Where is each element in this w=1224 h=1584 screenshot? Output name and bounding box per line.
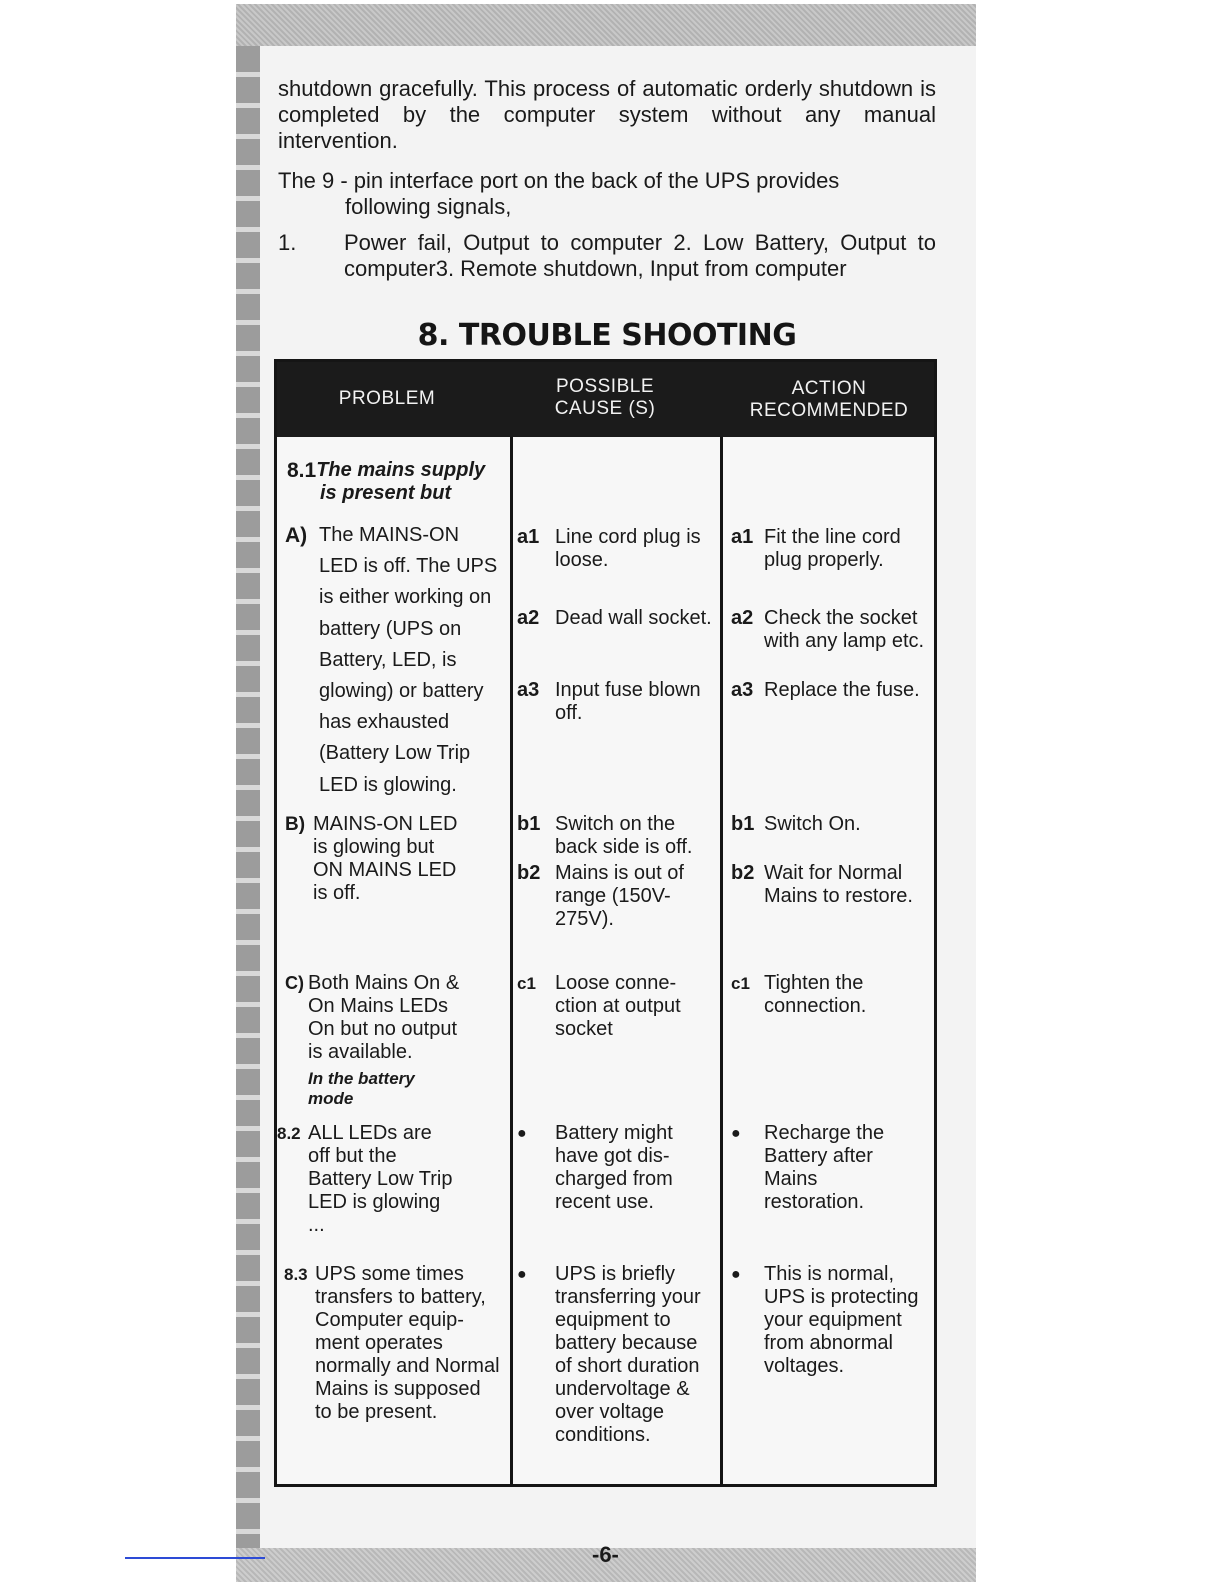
cause-8-2 xyxy=(517,1122,717,1214)
column-divider-2 xyxy=(720,437,723,1484)
problem-c-label: C) xyxy=(285,973,304,993)
problem-8-2 xyxy=(277,1122,507,1237)
list-text: Power fail, Output to computer 2. Low Battery, Output to computer3. Remote shutdown, Input from computer xyxy=(344,230,936,281)
problem-c xyxy=(285,972,505,1109)
action-8-2 xyxy=(731,1122,931,1214)
cause-c1 xyxy=(517,972,717,1041)
cause-b1 xyxy=(517,813,717,859)
action-a2-text: Check the socket with any lamp etc. xyxy=(764,607,925,652)
bullet-icon: ● xyxy=(517,1125,527,1142)
action-a1-text: Fit the line cord plug properly. xyxy=(764,526,901,571)
cause-b1-text: Switch on the back side is off. xyxy=(555,813,693,858)
header-action-line-2: RECOMMENDED xyxy=(749,400,909,421)
intro-paragraph-2-line-1: The 9 - pin interface port on the back of the UPS provides xyxy=(278,168,840,193)
problem-a-line: LED is off. The UPS xyxy=(319,555,498,578)
page-number: -6- xyxy=(592,1542,619,1567)
problem-a-line: Battery, LED, is xyxy=(319,648,457,671)
scan-top-band xyxy=(236,4,976,46)
action-8-3-text: This is normal, UPS is protecting your equipment from abnormal voltages. xyxy=(764,1263,919,1377)
cause-a2-text: Dead wall socket. xyxy=(555,607,712,629)
header-action xyxy=(729,378,929,422)
problem-a-line: battery (UPS on xyxy=(319,617,462,640)
action-c1-code: c1 xyxy=(731,974,750,993)
action-b2-text: Wait for Normal Mains to restore. xyxy=(764,862,913,907)
action-b2-code: b2 xyxy=(731,862,755,884)
action-c1-text: Tighten the connection. xyxy=(764,972,867,1017)
cause-a2 xyxy=(517,607,719,630)
header-action-line-1: ACTION xyxy=(791,378,867,399)
action-b1-code: b1 xyxy=(731,813,755,835)
action-8-2-text: Recharge the Battery after Mains restoration. xyxy=(764,1122,885,1213)
cause-b2 xyxy=(517,862,717,931)
action-a3-code: a3 xyxy=(731,679,754,701)
problem-a-line: The MAINS-ON xyxy=(319,524,460,546)
header-cause-line-1: POSSIBLE xyxy=(556,376,654,397)
problem-8-2-text: ALL LEDs are off but the Battery Low Trip LED is glowing ... xyxy=(308,1122,453,1236)
intro-paragraph-1: shutdown gracefully. This process of automatic orderly shutdown is completed by the computer system without any manual intervention. xyxy=(278,76,936,153)
section-8-1 xyxy=(287,459,507,505)
header-cause xyxy=(515,376,695,420)
problem-b xyxy=(285,813,485,905)
problem-a-line: is either working on xyxy=(319,586,492,609)
cause-a3-code: a3 xyxy=(517,679,540,701)
cause-8-3-text: UPS is briefly transferring your equipment to battery because of short duration undervoltage & over voltage conditions. xyxy=(555,1263,701,1446)
cause-c1-code: c1 xyxy=(517,974,536,993)
problem-a-line: LED is glowing. xyxy=(319,773,457,796)
cause-a1-code: a1 xyxy=(517,526,540,548)
action-a3-text: Replace the fuse. xyxy=(764,679,920,701)
problem-a-line: glowing) or battery xyxy=(319,680,484,703)
action-a3 xyxy=(731,679,931,702)
binding-strip xyxy=(236,46,260,1548)
signal-list-item xyxy=(278,230,936,282)
section-title: 8. TROUBLE SHOOTING xyxy=(417,318,797,353)
problem-8-3 xyxy=(284,1263,509,1424)
intro-paragraph-2-line-2: following signals, xyxy=(345,194,512,219)
cause-a3-text: Input fuse blown off. xyxy=(555,679,701,724)
problem-a-line: has exhausted xyxy=(319,711,450,734)
battery-mode-note: In the battery mode xyxy=(308,1069,415,1108)
cause-c1-text: Loose conne-ction at output socket xyxy=(555,972,681,1040)
problem-a xyxy=(285,520,507,801)
cause-b2-code: b2 xyxy=(517,862,541,884)
action-a2-code: a2 xyxy=(731,607,754,629)
section-8-3-number: 8.3 xyxy=(284,1265,308,1284)
section-8-2-number: 8.2 xyxy=(277,1124,301,1143)
section-8-1-title-line-2: is present but xyxy=(320,482,452,504)
action-b1 xyxy=(731,813,931,836)
cause-8-2-text: Battery might have got dis-charged from recent use. xyxy=(555,1122,673,1213)
action-8-3 xyxy=(731,1263,931,1378)
cause-a1-text: Line cord plug is loose. xyxy=(555,526,701,571)
troubleshooting-table xyxy=(274,359,937,1487)
cause-a2-code: a2 xyxy=(517,607,540,629)
problem-a-line: (Battery Low Trip xyxy=(319,742,471,765)
bullet-icon: ● xyxy=(517,1266,527,1283)
cause-a1 xyxy=(517,526,719,572)
action-a1 xyxy=(731,526,931,572)
action-a2 xyxy=(731,607,931,653)
header-cause-line-2: CAUSE (S) xyxy=(554,398,656,419)
problem-c-text: Both Mains On & On Mains LEDs On but no output is available. xyxy=(308,972,460,1063)
footer-link-line xyxy=(125,1557,265,1559)
header-problem: PROBLEM xyxy=(338,388,436,409)
action-c1 xyxy=(731,972,931,1018)
action-b1-text: Switch On. xyxy=(764,813,861,835)
section-8-1-title-line-1: The mains supply xyxy=(316,459,486,481)
cause-8-3 xyxy=(517,1263,717,1447)
cause-a3 xyxy=(517,679,719,725)
cause-b2-text: Mains is out of range (150V-275V). xyxy=(555,862,684,930)
table-header xyxy=(277,362,934,437)
cause-b1-code: b1 xyxy=(517,813,541,835)
problem-b-label: B) xyxy=(285,814,306,835)
section-8-1-number: 8.1 xyxy=(287,459,317,482)
problem-a-label: A) xyxy=(285,524,308,547)
list-number: 1. xyxy=(278,230,297,255)
problem-b-text: MAINS-ON LED is glowing but ON MAINS LED is off. xyxy=(313,813,458,904)
bullet-icon: ● xyxy=(731,1125,741,1142)
action-b2 xyxy=(731,862,931,908)
intro-text xyxy=(278,76,936,282)
problem-8-3-text: UPS some times transfers to battery, Computer equip-ment operates normally and Normal Mains is supposed to be present. xyxy=(315,1263,500,1423)
action-a1-code: a1 xyxy=(731,526,754,548)
column-divider-1 xyxy=(510,437,513,1484)
bullet-icon: ● xyxy=(731,1266,741,1283)
